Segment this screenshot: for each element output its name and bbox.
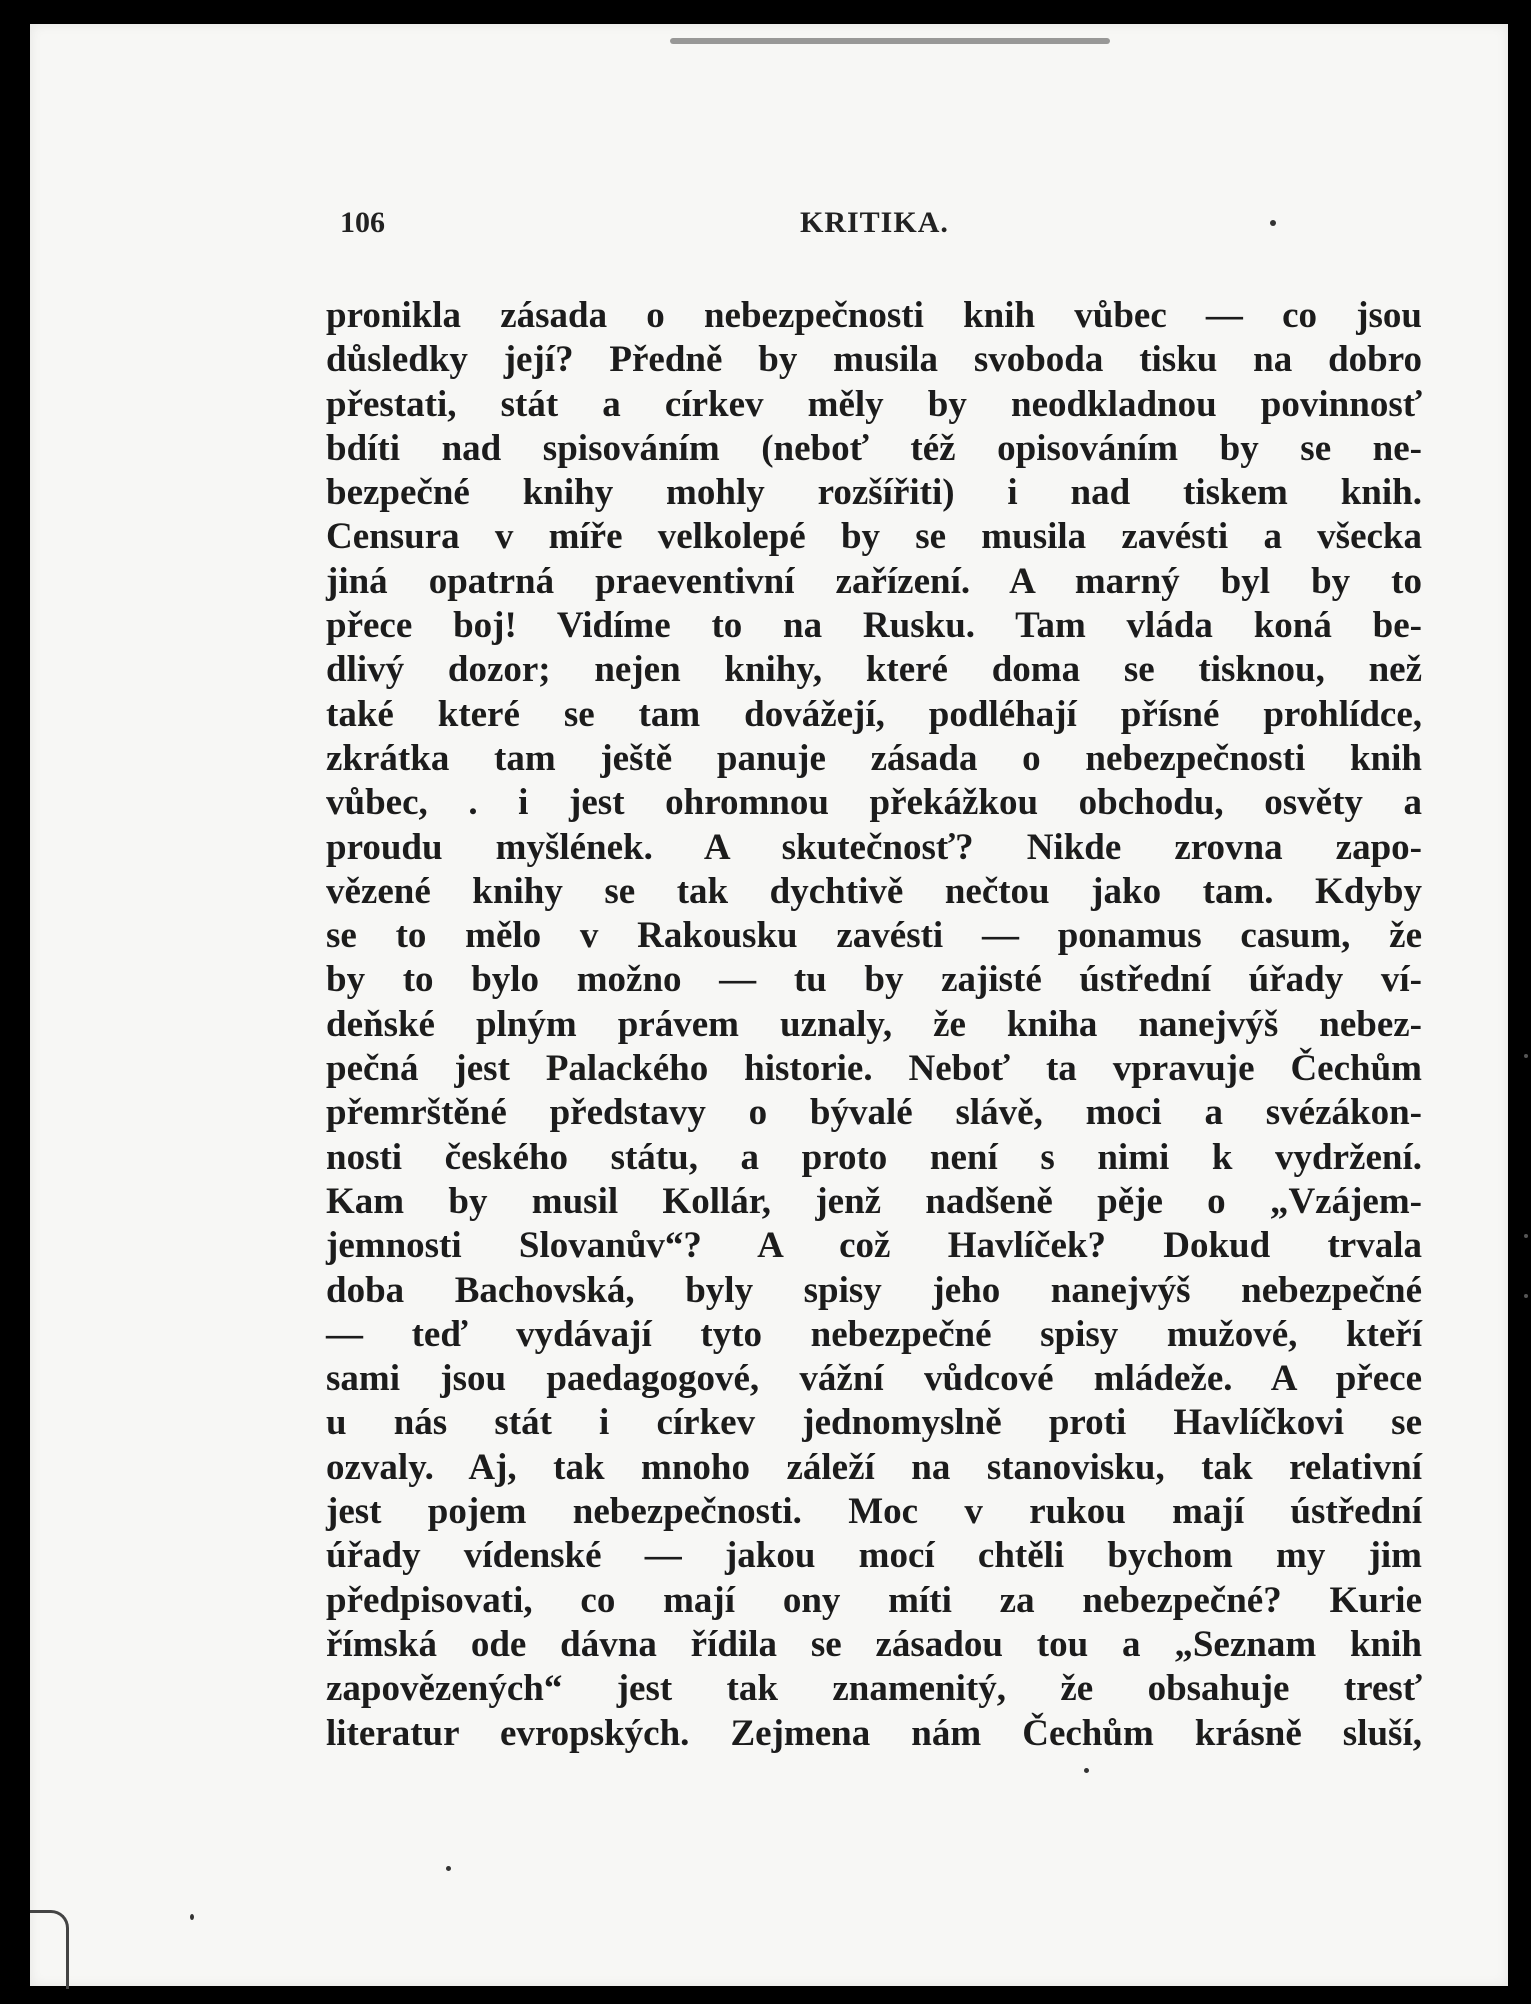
text-line: zapovězených“ jest tak znamenitý, že obsahuje tresť <box>326 1668 1422 1710</box>
book-page <box>30 24 1508 1986</box>
text-line: pečná jest Palackého historie. Neboť ta vpravuje Čechům <box>326 1048 1422 1090</box>
text-line: římská ode dávna řídila se zásadou tou a „Seznam knih <box>326 1623 1422 1665</box>
margin-mark <box>1524 1294 1528 1298</box>
text-line: proudu myšlének. A skutečnosť? Nikde zrovna zapo- <box>326 826 1422 868</box>
text-line: se to mělo v Rakousku zavésti — ponamus casum, že <box>326 915 1422 957</box>
text-line: vůbec, . i jest ohromnou překážkou obchodu, osvěty a <box>326 782 1422 824</box>
text-line: předpisovati, co mají ony míti za nebezpečné? Kurie <box>326 1579 1422 1621</box>
text-line: jest pojem nebezpečnosti. Moc v rukou mají ústřední <box>326 1491 1422 1533</box>
body-text <box>326 294 1422 1756</box>
text-line: pronikla zásada o nebezpečnosti knih vůbec — co jsou <box>326 295 1422 336</box>
text-line: by to bylo možno — tu by zajisté ústřední úřady ví- <box>326 959 1422 1001</box>
ink-speck <box>446 1866 451 1871</box>
text-line: ozvaly. Aj, tak mnoho záleží na stanovisku, tak relativní <box>326 1446 1422 1488</box>
page-corner-mark <box>30 1910 69 1989</box>
margin-mark <box>1524 1054 1528 1058</box>
text-line: přestati, stát a církev měly by neodkladnou povinnosť <box>326 383 1422 425</box>
text-line: bdíti nad spisováním (neboť též opisováním by se ne- <box>326 427 1422 469</box>
ink-speck <box>1270 220 1276 226</box>
text-line: přemrštěné představy o bývalé slávě, moci a svézákon- <box>326 1092 1422 1134</box>
text-line: literatur evropských. Zejmena nám Čechům krásně sluší, <box>326 1712 1422 1754</box>
page-number: 106 <box>340 206 385 239</box>
text-line: u nás stát i církev jednomyslně proti Havlíčkovi se <box>326 1402 1422 1444</box>
text-line: bezpečné knihy mohly rozšířiti) i nad tiskem knih. <box>326 472 1422 514</box>
text-line: přece boj! Vidíme to na Rusku. Tam vláda koná be- <box>326 605 1422 647</box>
text-line: také které se tam dovážejí, podléhají přísné prohlídce, <box>326 693 1422 735</box>
text-line: zkrátka tam ještě panuje zásada o nebezpečnosti knih <box>326 737 1422 779</box>
ink-speck <box>190 1914 194 1920</box>
scan-smudge <box>670 38 1110 44</box>
text-line: sami jsou paedagogové, vážní vůdcové mládeže. A přece <box>326 1358 1422 1400</box>
ink-speck <box>1084 1768 1089 1773</box>
text-line: — teď vydávají tyto nebezpečné spisy mužové, kteří <box>326 1313 1422 1355</box>
text-line: vězené knihy se tak dychtivě nečtou jako tam. Kdyby <box>326 870 1422 912</box>
text-line: důsledky její? Předně by musila svoboda tisku na dobro <box>326 339 1422 381</box>
page-header <box>340 206 1420 246</box>
text-line: jiná opatrná praeventivní zařízení. A marný byl by to <box>326 560 1422 602</box>
text-line: Kam by musil Kollár, jenž nadšeně pěje o „Vzájem- <box>326 1180 1422 1222</box>
text-line: dlivý dozor; nejen knihy, které doma se tisknou, než <box>326 649 1422 691</box>
text-line: deňské plným právem uznaly, že kniha nanejvýš nebez- <box>326 1003 1422 1045</box>
running-title: KRITIKA. <box>800 206 949 239</box>
margin-mark <box>1524 1234 1528 1238</box>
text-line: úřady vídenské — jakou mocí chtěli bychom my jim <box>326 1535 1422 1577</box>
text-line: Censura v míře velkolepé by se musila zavésti a všecka <box>326 516 1422 558</box>
text-line: doba Bachovská, byly spisy jeho nanejvýš nebezpečné <box>326 1269 1422 1311</box>
text-line: nosti českého státu, a proto není s nimi k vydržení. <box>326 1136 1422 1178</box>
text-line: jemnosti Slovanův“? A což Havlíček? Dokud trvala <box>326 1225 1422 1267</box>
